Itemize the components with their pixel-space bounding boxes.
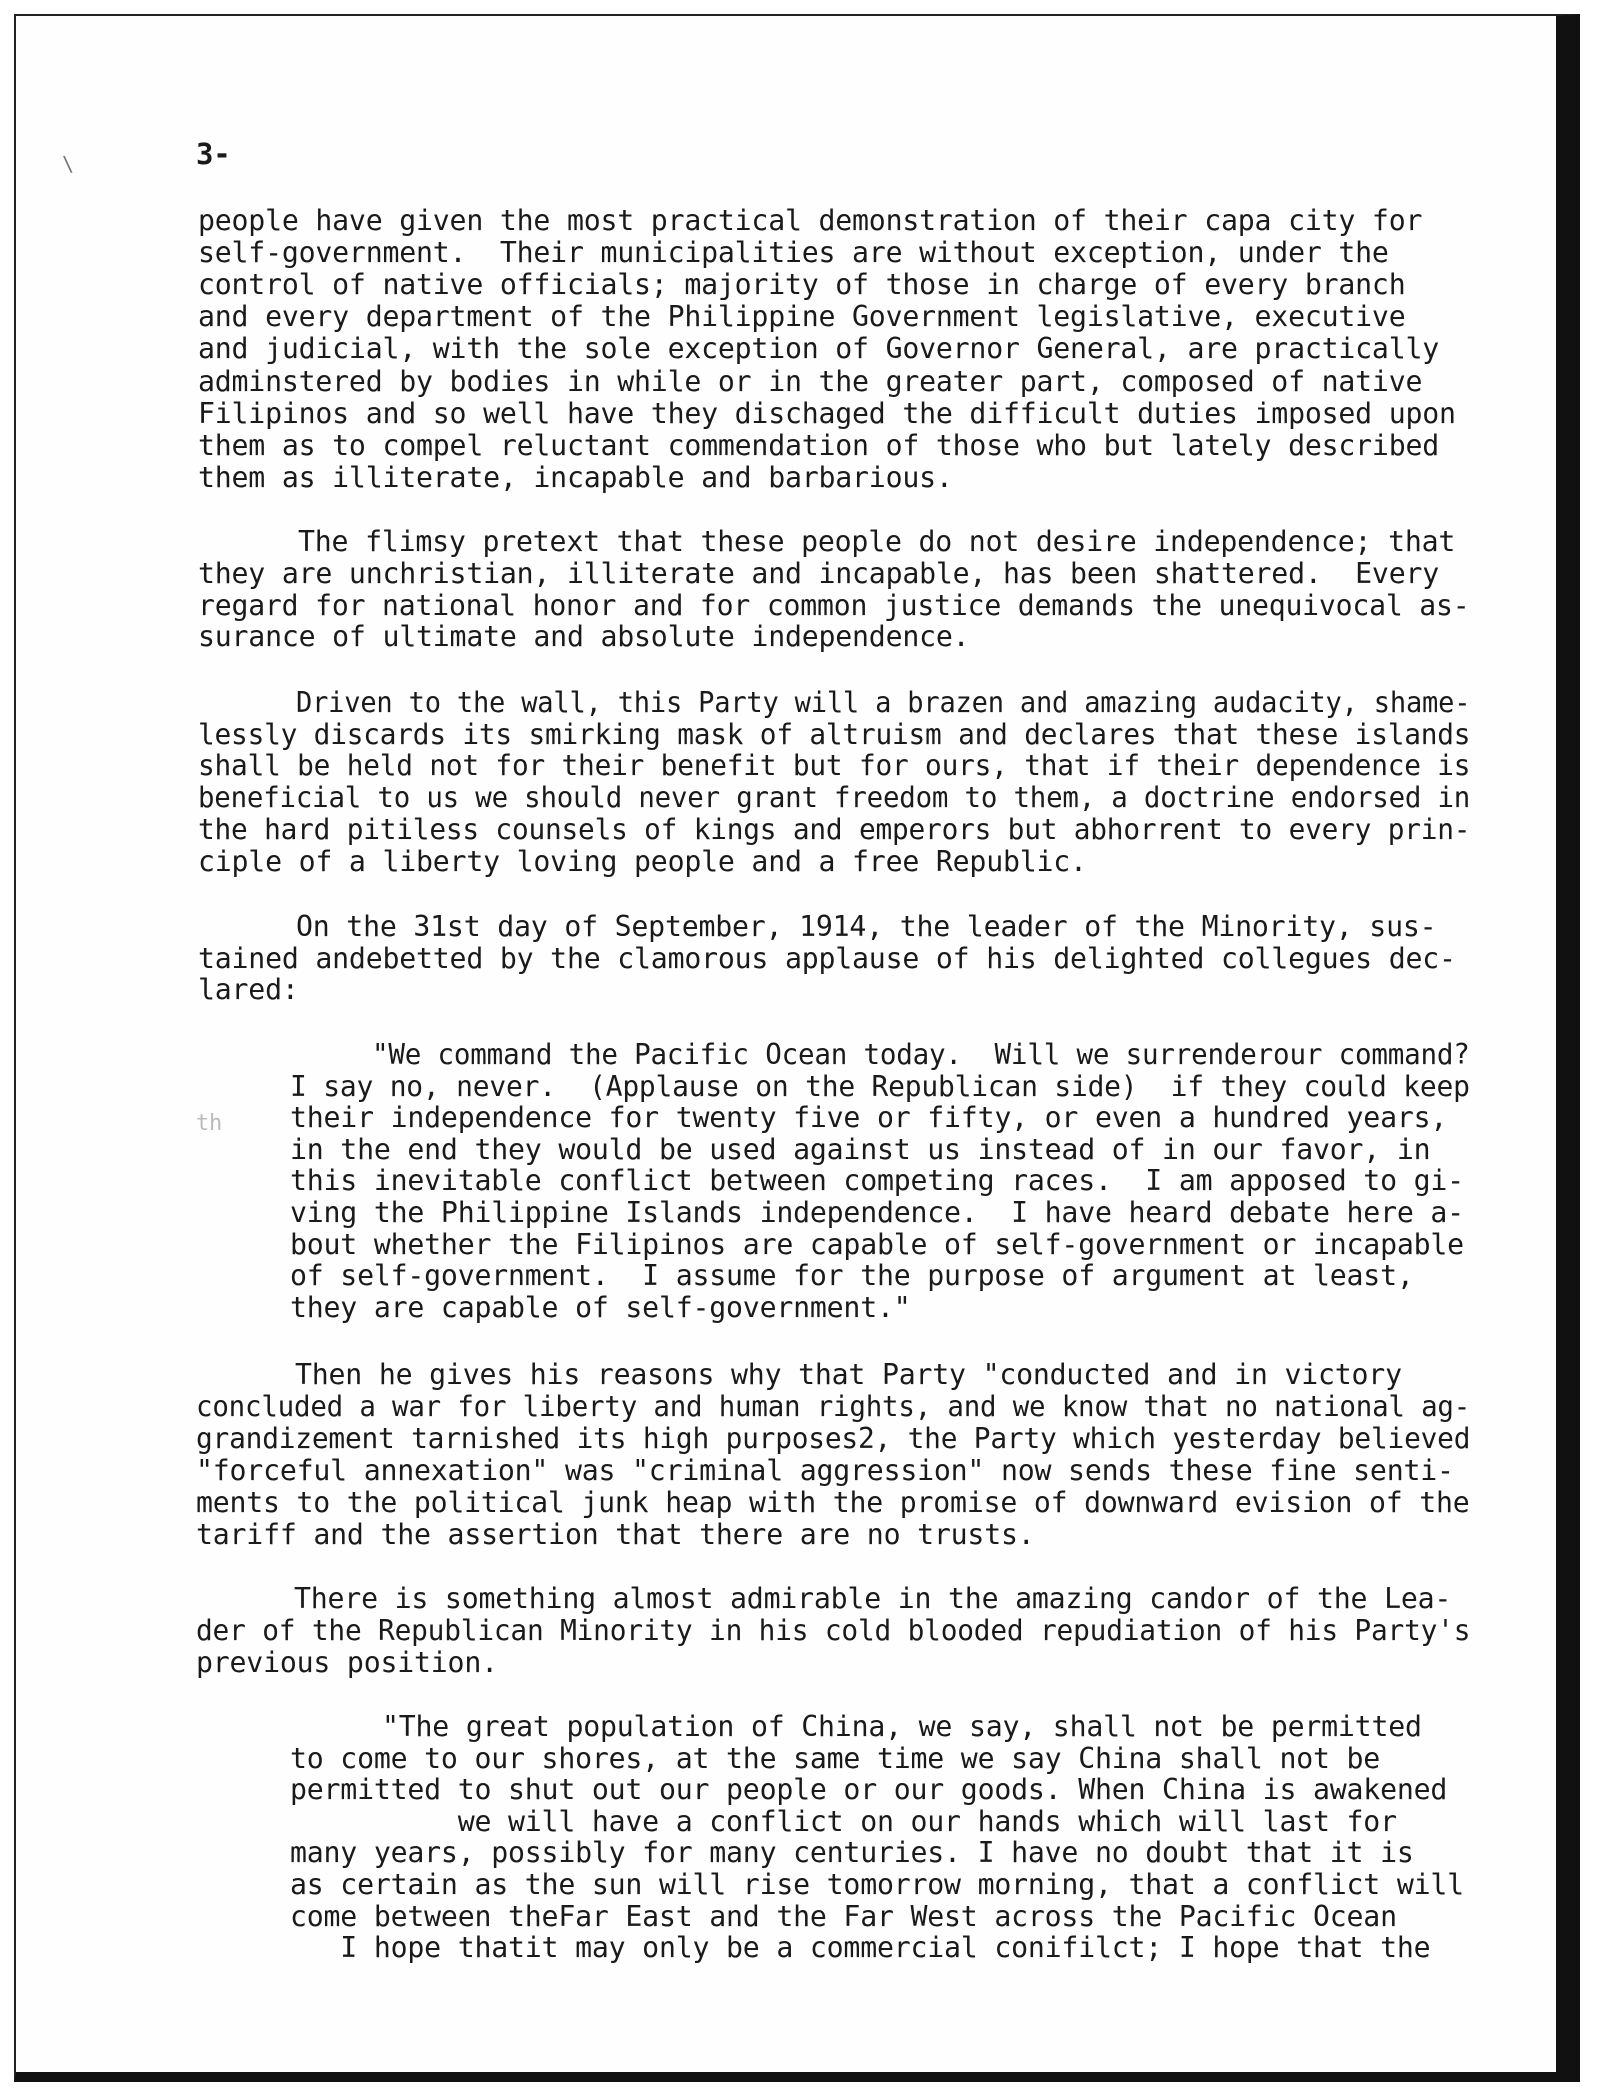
text-line: and every department of the Philippine Government legislative, executive	[198, 300, 1406, 333]
text-line: this inevitable conflict between competing races. I am apposed to gi-	[290, 1164, 1464, 1197]
text-line: them as to compel reluctant commendation of those who but lately described	[198, 429, 1440, 462]
text-line: bout whether the Filipinos are capable of self-government or incapable	[290, 1228, 1464, 1261]
text-line: to come to our shores, at the same time we say China shall not be	[290, 1742, 1381, 1775]
text-line: der of the Republican Minority in his cold blooded repudiation of his Party's	[196, 1614, 1471, 1647]
text-line: of self-government. I assume for the purpose of argument at least,	[290, 1259, 1414, 1292]
text-line: as certain as the sun will rise tomorrow morning, that a conflict will	[290, 1868, 1464, 1901]
text-line: them as illiterate, incapable and barbarious.	[198, 461, 953, 494]
text-line: lessly discards its smirking mask of altruism and declares that these islands	[198, 718, 1471, 751]
text-line: permitted to shut out our people or our goods. When China is awakened	[290, 1773, 1448, 1806]
text-line: they are unchristian, illiterate and incapable, has been shattered. Every	[198, 557, 1440, 590]
text-line: ciple of a liberty loving people and a free Republic.	[198, 845, 1087, 878]
text-line: tained andebetted by the clamorous applause of his delighted collegues dec-	[198, 942, 1456, 975]
text-line: lared:	[198, 973, 299, 1006]
text-line: Filipinos and so well have they dischaged the difficult duties imposed upon	[198, 397, 1456, 430]
page-number: 3-	[196, 137, 231, 171]
text-line: we will have a conflict on our hands which will last for	[290, 1805, 1397, 1838]
text-line: Then he gives his reasons why that Party "conducted and in victory	[295, 1358, 1402, 1391]
text-line: ving the Philippine Islands independence. I have heard debate here a-	[290, 1196, 1464, 1229]
text-line: Driven to the wall, this Party will a brazen and amazing audacity, shame-	[296, 686, 1471, 719]
text-line: the hard pitiless counsels of kings and emperors but abhorrent to every prin-	[198, 813, 1471, 846]
margin-note: th	[196, 1111, 223, 1136]
text-line: ments to the political junk heap with the promise of downward evision of the	[196, 1486, 1470, 1519]
text-line: and judicial, with the sole exception of Governor General, are practically	[198, 332, 1440, 365]
text-line: many years, possibly for many centuries. I have no doubt that it is	[290, 1836, 1414, 1869]
text-line: tariff and the assertion that there are no trusts.	[196, 1518, 1035, 1551]
text-line: beneficial to us we should never grant freedom to them, a doctrine endorsed in	[198, 781, 1471, 814]
text-line: come between theFar East and the Far West across the Pacific Ocean	[290, 1900, 1397, 1933]
text-line: "The great population of China, we say, shall not be permitted	[382, 1710, 1422, 1743]
text-line: grandizement tarnished its high purposes2, the Party which yesterday believed	[196, 1422, 1471, 1455]
text-line: people have given the most practical demonstration of their capa city for	[198, 204, 1423, 237]
text-line: control of native officials; majority of those in charge of every branch	[198, 268, 1406, 301]
stray-mark: \	[62, 152, 75, 176]
text-line: in the end they would be used against us instead of in our favor, in	[290, 1133, 1431, 1166]
text-line: they are capable of self-government."	[290, 1291, 911, 1324]
text-line: I hope thatit may only be a commercial conifilct; I hope that the	[290, 1931, 1431, 1964]
text-line: "We command the Pacific Ocean today. Will we surrenderour command?	[372, 1038, 1470, 1071]
text-line: adminstered by bodies in while or in the greater part, composed of native	[198, 365, 1423, 398]
text-line: surance of ultimate and absolute independence.	[198, 620, 970, 653]
text-line: self-government. Their municipalities are without exception, under the	[198, 236, 1389, 269]
text-line: previous position.	[196, 1646, 498, 1679]
text-line: regard for national honor and for common justice demands the unequivocal as-	[198, 589, 1470, 622]
text-line: shall be held not for their benefit but for ours, that if their dependence is	[198, 749, 1471, 782]
text-line: their independence for twenty five or fifty, or even a hundred years,	[290, 1101, 1448, 1134]
text-line: I say no, never. (Applause on the Republican side) if they could keep	[290, 1070, 1470, 1103]
text-line: There is something almost admirable in the amazing candor of the Lea-	[294, 1582, 1452, 1615]
text-line: concluded a war for liberty and human rights, and we know that no national ag-	[196, 1390, 1471, 1423]
text-line: On the 31st day of September, 1914, the leader of the Minority, sus-	[296, 910, 1437, 943]
text-line: The flimsy pretext that these people do not desire independence; that	[298, 525, 1456, 558]
text-line: "forceful annexation" was "criminal aggression" now sends these fine senti-	[196, 1454, 1454, 1487]
